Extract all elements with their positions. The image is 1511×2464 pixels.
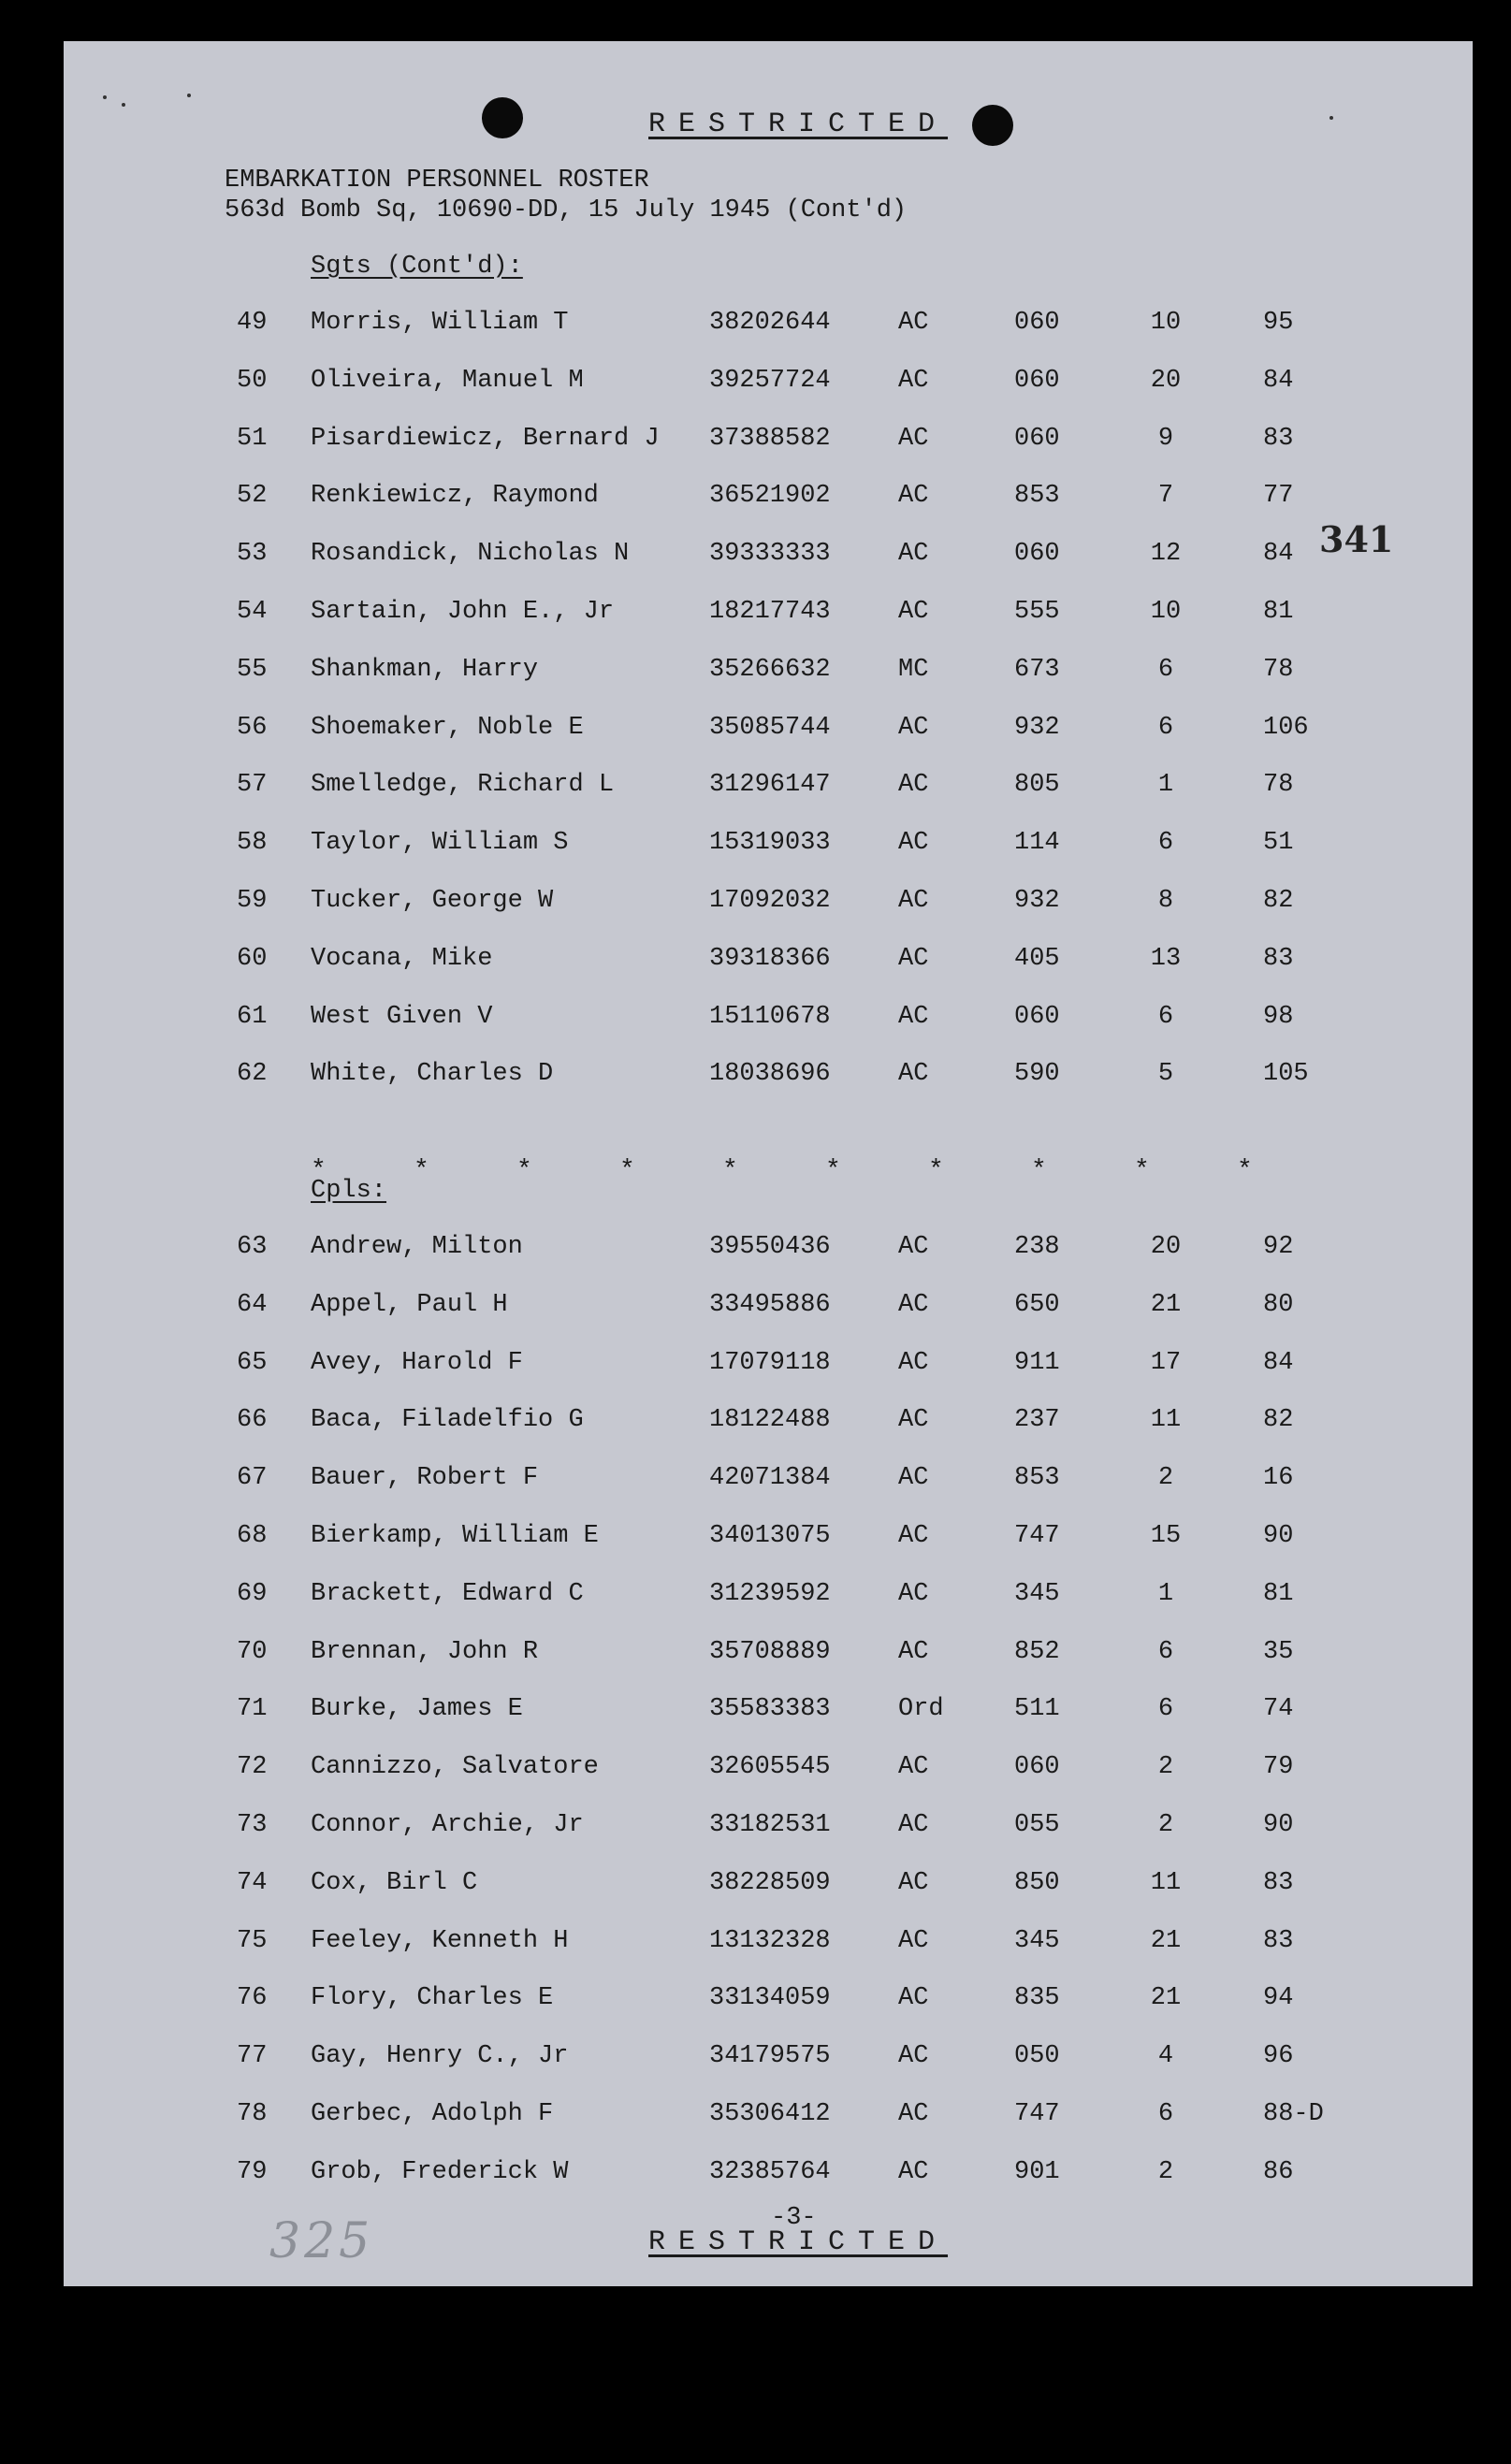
separator-mark: * <box>1237 1156 1253 1185</box>
cell-score: 83 <box>1263 1868 1294 1897</box>
cell-score: 96 <box>1263 2042 1294 2071</box>
cell-code: 345 <box>1014 1579 1060 1608</box>
cell-name: West Given V <box>311 1002 493 1031</box>
cell-serial: 33134059 <box>709 1984 831 2013</box>
cell-num: 49 <box>237 309 268 337</box>
cell-months: 6 <box>1157 655 1174 684</box>
cell-name: Renkiewicz, Raymond <box>311 482 599 511</box>
separator-mark: * <box>619 1156 635 1185</box>
cell-score: 81 <box>1263 1579 1294 1608</box>
cell-branch: AC <box>898 1464 929 1493</box>
cell-name: Smelledge, Richard L <box>311 771 615 800</box>
cell-serial: 18217743 <box>709 598 831 626</box>
cell-num: 51 <box>237 424 268 453</box>
punch-hole-right <box>972 105 1013 146</box>
cell-months: 9 <box>1157 424 1174 453</box>
cell-serial: 17079118 <box>709 1348 831 1377</box>
cell-months: 6 <box>1157 1695 1174 1724</box>
cell-code: 060 <box>1014 424 1060 453</box>
cell-months: 20 <box>1150 1233 1182 1261</box>
cell-code: 050 <box>1014 2042 1060 2071</box>
cell-score: 79 <box>1263 1753 1294 1782</box>
cell-serial: 34013075 <box>709 1522 831 1550</box>
cell-serial: 15319033 <box>709 829 831 858</box>
cell-serial: 35583383 <box>709 1695 831 1724</box>
restricted-header: RESTRICTED <box>648 109 949 140</box>
cell-branch: AC <box>898 1406 929 1435</box>
cell-serial: 18122488 <box>709 1406 831 1435</box>
table-row <box>64 2158 1473 2196</box>
cell-branch: AC <box>898 309 929 337</box>
cell-months: 20 <box>1150 366 1182 395</box>
cell-serial: 39550436 <box>709 1233 831 1261</box>
cell-code: 850 <box>1014 1868 1060 1897</box>
cell-serial: 35306412 <box>709 2100 831 2128</box>
table-row <box>64 945 1473 982</box>
cell-score: 83 <box>1263 944 1294 973</box>
cell-num: 77 <box>237 2042 268 2071</box>
cell-num: 71 <box>237 1695 268 1724</box>
cell-branch: AC <box>898 2100 929 2128</box>
cell-branch: AC <box>898 2042 929 2071</box>
cell-code: 835 <box>1014 1984 1060 2013</box>
cell-months: 6 <box>1157 2100 1174 2128</box>
cell-score: 77 <box>1263 482 1294 511</box>
cell-branch: AC <box>898 1060 929 1089</box>
cell-serial: 39333333 <box>709 540 831 569</box>
cell-name: Connor, Archie, Jr <box>311 1811 584 1839</box>
cell-num: 65 <box>237 1348 268 1377</box>
cell-months: 10 <box>1150 598 1182 626</box>
cell-code: 852 <box>1014 1637 1060 1666</box>
cell-branch: AC <box>898 482 929 511</box>
cell-num: 79 <box>237 2157 268 2186</box>
cell-months: 2 <box>1157 1753 1174 1782</box>
cell-name: Sartain, John E., Jr <box>311 598 615 626</box>
cell-code: 060 <box>1014 309 1060 337</box>
cell-name: Morris, William T <box>311 309 569 337</box>
cell-score: 74 <box>1263 1695 1294 1724</box>
table-row <box>64 540 1473 577</box>
cell-num: 52 <box>237 482 268 511</box>
cell-branch: AC <box>898 2157 929 2186</box>
cell-code: 901 <box>1014 2157 1060 2186</box>
cell-code: 237 <box>1014 1406 1060 1435</box>
cell-score: 78 <box>1263 771 1294 800</box>
cell-branch: AC <box>898 1348 929 1377</box>
cell-name: Feeley, Kenneth H <box>311 1926 569 1955</box>
cell-name: Flory, Charles E <box>311 1984 554 2013</box>
cell-num: 72 <box>237 1753 268 1782</box>
table-row <box>64 1406 1473 1443</box>
separator-row <box>64 1156 1473 1194</box>
cell-name: Oliveira, Manuel M <box>311 366 584 395</box>
cell-num: 67 <box>237 1464 268 1493</box>
cell-branch: AC <box>898 1811 929 1839</box>
cell-months: 2 <box>1157 1464 1174 1493</box>
cell-num: 55 <box>237 655 268 684</box>
cell-score: 95 <box>1263 309 1294 337</box>
table-row <box>64 887 1473 924</box>
table-row <box>64 2042 1473 2080</box>
table-row <box>64 1060 1473 1097</box>
cell-branch: AC <box>898 1868 929 1897</box>
cell-code: 405 <box>1014 944 1060 973</box>
cell-months: 11 <box>1150 1406 1182 1435</box>
cell-name: Shankman, Harry <box>311 655 539 684</box>
cell-serial: 33182531 <box>709 1811 831 1839</box>
cell-branch: AC <box>898 1522 929 1550</box>
cell-num: 61 <box>237 1002 268 1031</box>
cell-score: 82 <box>1263 1406 1294 1435</box>
restricted-footer: RESTRICTED <box>648 2226 949 2258</box>
cell-name: Tucker, George W <box>311 887 554 915</box>
cell-months: 13 <box>1150 944 1182 973</box>
cell-serial: 13132328 <box>709 1926 831 1955</box>
cell-score: 84 <box>1263 1348 1294 1377</box>
cell-name: Bauer, Robert F <box>311 1464 539 1493</box>
table-row <box>64 829 1473 866</box>
cell-code: 650 <box>1014 1290 1060 1319</box>
cell-months: 8 <box>1157 887 1174 915</box>
cell-name: Gay, Henry C., Jr <box>311 2042 569 2071</box>
separator-mark: * <box>722 1156 738 1185</box>
cell-serial: 15110678 <box>709 1002 831 1031</box>
cell-code: 060 <box>1014 1753 1060 1782</box>
table-row <box>64 1522 1473 1559</box>
cell-branch: MC <box>898 655 929 684</box>
cell-code: 673 <box>1014 655 1060 684</box>
cell-code: 747 <box>1014 1522 1060 1550</box>
table-row <box>64 1464 1473 1501</box>
cell-num: 63 <box>237 1233 268 1261</box>
cell-score: 78 <box>1263 655 1294 684</box>
cell-branch: AC <box>898 1984 929 2013</box>
table-row <box>64 1580 1473 1617</box>
cell-months: 12 <box>1150 540 1182 569</box>
cell-serial: 42071384 <box>709 1464 831 1493</box>
cell-months: 1 <box>1157 1579 1174 1608</box>
cell-months: 6 <box>1157 829 1174 858</box>
cell-score: 82 <box>1263 887 1294 915</box>
cell-serial: 34179575 <box>709 2042 831 2071</box>
cell-months: 5 <box>1157 1060 1174 1089</box>
cell-code: 932 <box>1014 887 1060 915</box>
cell-name: Avey, Harold F <box>311 1348 523 1377</box>
table-row <box>64 714 1473 751</box>
cell-name: Cannizzo, Salvatore <box>311 1753 599 1782</box>
cell-branch: AC <box>898 366 929 395</box>
cell-score: 35 <box>1263 1637 1294 1666</box>
table-row <box>64 598 1473 635</box>
cell-months: 11 <box>1150 1868 1182 1897</box>
cell-code: 060 <box>1014 540 1060 569</box>
section-label-cpls: Cpls: <box>311 1177 387 1205</box>
cell-code: 511 <box>1014 1695 1060 1724</box>
cell-num: 60 <box>237 944 268 973</box>
cell-num: 64 <box>237 1290 268 1319</box>
cell-name: Vocana, Mike <box>311 944 493 973</box>
cell-serial: 32605545 <box>709 1753 831 1782</box>
table-row <box>64 482 1473 519</box>
cell-name: Andrew, Milton <box>311 1233 523 1261</box>
table-row <box>64 1695 1473 1732</box>
cell-branch: AC <box>898 1233 929 1261</box>
cell-name: Rosandick, Nicholas N <box>311 540 630 569</box>
cell-score: 98 <box>1263 1002 1294 1031</box>
cell-branch: AC <box>898 887 929 915</box>
cell-branch: AC <box>898 713 929 742</box>
separator-mark: * <box>1134 1156 1150 1185</box>
cell-score: 51 <box>1263 829 1294 858</box>
cell-score: 16 <box>1263 1464 1294 1493</box>
cell-serial: 18038696 <box>709 1060 831 1089</box>
speck-mark <box>122 103 125 107</box>
cell-code: 805 <box>1014 771 1060 800</box>
cell-name: Bierkamp, William E <box>311 1522 599 1550</box>
cell-code: 055 <box>1014 1811 1060 1839</box>
cell-score: 84 <box>1263 366 1294 395</box>
table-row <box>64 1349 1473 1386</box>
cell-branch: AC <box>898 771 929 800</box>
cell-serial: 38202644 <box>709 309 831 337</box>
cell-branch: Ord <box>898 1695 944 1724</box>
cell-branch: AC <box>898 829 929 858</box>
cell-months: 6 <box>1157 1637 1174 1666</box>
cell-serial: 33495886 <box>709 1290 831 1319</box>
cell-code: 238 <box>1014 1233 1060 1261</box>
cell-months: 6 <box>1157 713 1174 742</box>
cell-branch: AC <box>898 1753 929 1782</box>
cell-num: 73 <box>237 1811 268 1839</box>
cell-num: 68 <box>237 1522 268 1550</box>
cell-num: 66 <box>237 1406 268 1435</box>
cell-serial: 39257724 <box>709 366 831 395</box>
roster-page <box>64 41 1473 2286</box>
cell-months: 21 <box>1150 1984 1182 2013</box>
cell-branch: AC <box>898 1637 929 1666</box>
cell-branch: AC <box>898 598 929 626</box>
cell-months: 21 <box>1150 1290 1182 1319</box>
separator-mark: * <box>311 1156 327 1185</box>
separator-mark: * <box>1031 1156 1047 1185</box>
cell-months: 2 <box>1157 2157 1174 2186</box>
table-row <box>64 771 1473 808</box>
roster-title: EMBARKATION PERSONNEL ROSTER <box>225 167 649 195</box>
cell-score: 94 <box>1263 1984 1294 2013</box>
cell-serial: 32385764 <box>709 2157 831 2186</box>
cell-name: Brackett, Edward C <box>311 1579 584 1608</box>
cell-score: 83 <box>1263 424 1294 453</box>
table-row <box>64 309 1473 346</box>
cell-name: Grob, Frederick W <box>311 2157 569 2186</box>
cell-serial: 31296147 <box>709 771 831 800</box>
cell-num: 59 <box>237 887 268 915</box>
separator-mark: * <box>414 1156 429 1185</box>
table-row <box>64 367 1473 404</box>
cell-score: 86 <box>1263 2157 1294 2186</box>
table-row <box>64 656 1473 693</box>
cell-branch: AC <box>898 424 929 453</box>
cell-months: 2 <box>1157 1811 1174 1839</box>
cell-num: 58 <box>237 829 268 858</box>
cell-months: 6 <box>1157 1002 1174 1031</box>
cell-name: Taylor, William S <box>311 829 569 858</box>
separator-mark: * <box>928 1156 944 1185</box>
table-row <box>64 425 1473 462</box>
cell-code: 114 <box>1014 829 1060 858</box>
cell-serial: 31239592 <box>709 1579 831 1608</box>
cell-branch: AC <box>898 1926 929 1955</box>
cell-code: 345 <box>1014 1926 1060 1955</box>
section-label-sgts: Sgts (Cont'd): <box>311 253 523 281</box>
cell-code: 853 <box>1014 482 1060 511</box>
cell-code: 747 <box>1014 2100 1060 2128</box>
cell-num: 57 <box>237 771 268 800</box>
cell-name: Brennan, John R <box>311 1637 539 1666</box>
cell-score: 80 <box>1263 1290 1294 1319</box>
roster-subtitle: 563d Bomb Sq, 10690-DD, 15 July 1945 (Cont'd) <box>225 196 908 225</box>
cell-num: 69 <box>237 1579 268 1608</box>
cell-num: 75 <box>237 1926 268 1955</box>
speck-mark <box>187 94 191 97</box>
table-row <box>64 1753 1473 1790</box>
cell-serial: 17092032 <box>709 887 831 915</box>
cell-code: 060 <box>1014 1002 1060 1031</box>
cell-branch: AC <box>898 540 929 569</box>
table-row <box>64 1291 1473 1328</box>
cell-score: 105 <box>1263 1060 1309 1089</box>
cell-branch: AC <box>898 1290 929 1319</box>
cell-score: 90 <box>1263 1522 1294 1550</box>
cell-num: 50 <box>237 366 268 395</box>
cell-name: Baca, Filadelfio G <box>311 1406 584 1435</box>
cell-num: 53 <box>237 540 268 569</box>
cell-score: 84 <box>1263 540 1294 569</box>
cell-name: Burke, James E <box>311 1695 523 1724</box>
cell-code: 911 <box>1014 1348 1060 1377</box>
page-number: -3- <box>771 2204 817 2232</box>
cell-serial: 36521902 <box>709 482 831 511</box>
separator-mark: * <box>516 1156 532 1185</box>
cell-name: Pisardiewicz, Bernard J <box>311 424 660 453</box>
cell-serial: 39318366 <box>709 944 831 973</box>
separator-mark: * <box>825 1156 841 1185</box>
cell-code: 932 <box>1014 713 1060 742</box>
cell-num: 74 <box>237 1868 268 1897</box>
cell-branch: AC <box>898 1579 929 1608</box>
cell-months: 15 <box>1150 1522 1182 1550</box>
cell-months: 10 <box>1150 309 1182 337</box>
cell-score: 83 <box>1263 1926 1294 1955</box>
table-row <box>64 1869 1473 1906</box>
cell-branch: AC <box>898 1002 929 1031</box>
cell-months: 1 <box>1157 771 1174 800</box>
cell-serial: 37388582 <box>709 424 831 453</box>
table-row <box>64 1984 1473 2022</box>
cell-name: Gerbec, Adolph F <box>311 2100 554 2128</box>
handwritten-note: 325 <box>269 2213 374 2269</box>
speck-mark <box>103 95 107 99</box>
cell-months: 7 <box>1157 482 1174 511</box>
table-row <box>64 1003 1473 1040</box>
cell-serial: 38228509 <box>709 1868 831 1897</box>
cell-branch: AC <box>898 944 929 973</box>
stamp-number: 341 <box>1319 518 1394 560</box>
cell-num: 78 <box>237 2100 268 2128</box>
cell-num: 76 <box>237 1984 268 2013</box>
cell-score: 106 <box>1263 713 1309 742</box>
cell-name: Appel, Paul H <box>311 1290 508 1319</box>
cell-score: 92 <box>1263 1233 1294 1261</box>
cell-score: 81 <box>1263 598 1294 626</box>
table-row <box>64 1233 1473 1270</box>
cell-score: 88-D <box>1263 2100 1324 2128</box>
cell-months: 17 <box>1150 1348 1182 1377</box>
cell-serial: 35085744 <box>709 713 831 742</box>
cell-num: 54 <box>237 598 268 626</box>
speck-mark <box>1329 116 1333 120</box>
cell-code: 590 <box>1014 1060 1060 1089</box>
cell-name: Cox, Birl C <box>311 1868 478 1897</box>
cell-name: White, Charles D <box>311 1060 554 1089</box>
cell-months: 21 <box>1150 1926 1182 1955</box>
cell-code: 853 <box>1014 1464 1060 1493</box>
table-row <box>64 1927 1473 1964</box>
cell-serial: 35266632 <box>709 655 831 684</box>
cell-serial: 35708889 <box>709 1637 831 1666</box>
cell-code: 060 <box>1014 366 1060 395</box>
punch-hole-left <box>482 97 523 138</box>
cell-num: 62 <box>237 1060 268 1089</box>
cell-code: 555 <box>1014 598 1060 626</box>
table-row <box>64 1811 1473 1848</box>
cell-num: 56 <box>237 713 268 742</box>
table-row <box>64 1638 1473 1675</box>
cell-name: Shoemaker, Noble E <box>311 713 584 742</box>
cell-months: 4 <box>1157 2042 1174 2071</box>
table-row <box>64 2100 1473 2138</box>
cell-num: 70 <box>237 1637 268 1666</box>
cell-score: 90 <box>1263 1811 1294 1839</box>
